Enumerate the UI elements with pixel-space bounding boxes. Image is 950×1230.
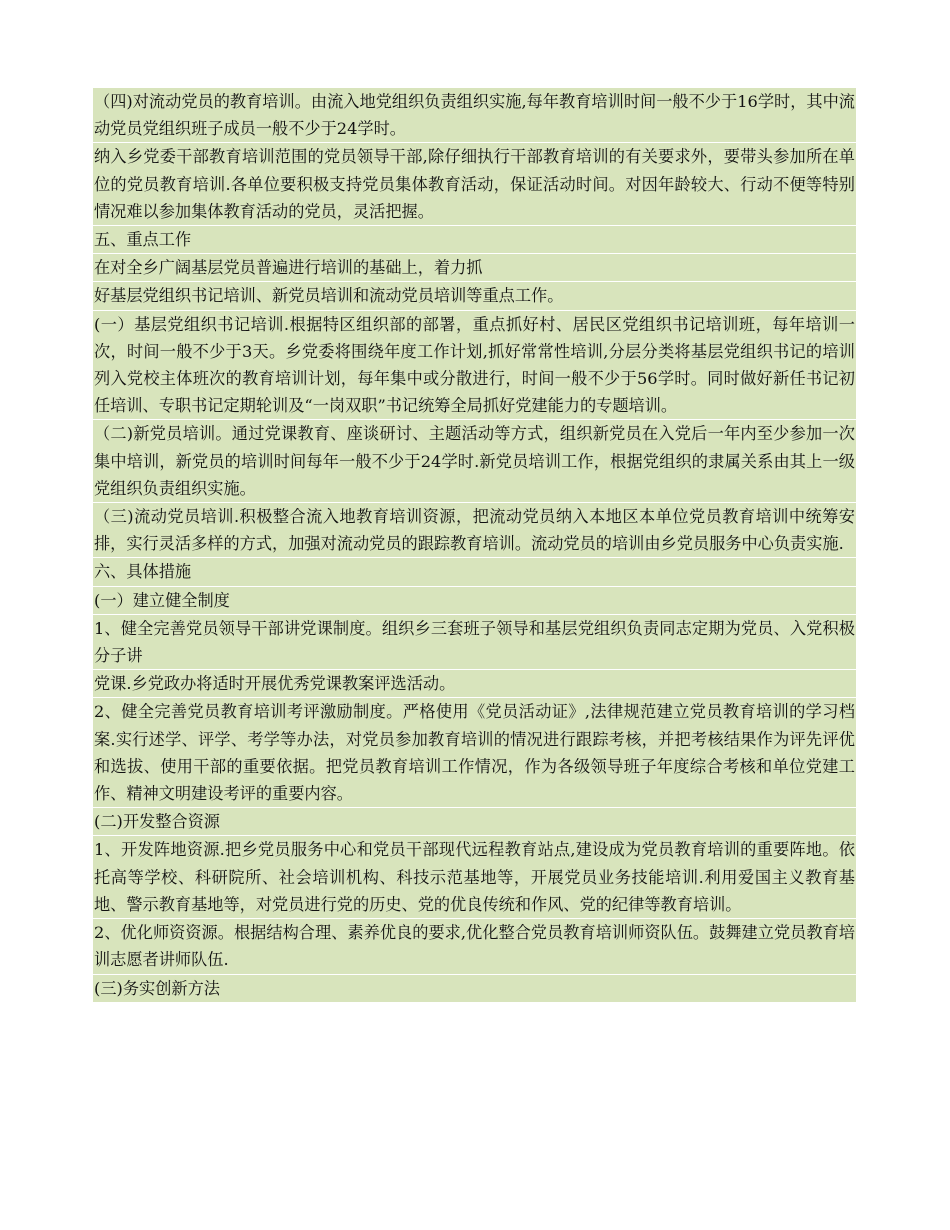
paragraph-lecture-system: 1、健全完善党员领导干部讲党课制度。组织乡三套班子领导和基层党组织负责同志定期为党员、入党积极分子讲 [93, 615, 856, 669]
paragraph-floating-member-training: （四)对流动党员的教育培训。由流入地党组织负责组织实施,每年教育培训时间一般不少于16学时，其中流动党员党组织班子成员一般不少于24学时。 [93, 88, 856, 142]
paragraph-venue-resources: 1、开发阵地资源.把乡党员服务中心和党员干部现代远程教育站点,建设成为党员教育培训的重要阵地。依托高等学校、科研院所、社会培训机构、科技示范基地等，开展党员业务技能培训.利用爱国主义教育基地、警示教育基地等，对党员进行党的历史、党的优良传统和作风、党的纪律等教育培训。 [93, 836, 856, 918]
section-heading-measures: 六、具体措施 [93, 558, 856, 585]
paragraph-floating-member-key: （三)流动党员培训.积极整合流入地教育培训资源，把流动党员纳入本地区本单位党员教育培训中统筹安排，实行灵活多样的方式，加强对流动党员的跟踪教育培训。流动党员的培训由乡党员服务中心负责实施. [93, 503, 856, 557]
subheading-resources: (二)开发整合资源 [93, 808, 856, 835]
paragraph-key-work-intro-cont: 好基层党组织书记培训、新党员培训和流动党员培训等重点工作。 [93, 282, 856, 309]
paragraph-evaluation-system: 2、健全完善党员教育培训考评激励制度。严格使用《党员活动证》,法律规范建立党员教育培训的学习档案.实行述学、评学、考学等办法，对党员参加教育培训的情况进行跟踪考核，并把考核结果作为评先评优和选拔、使用干部的重要依据。把党员教育培训工作情况，作为各级领导班子年度综合考核和单位党建工作、精神文明建设考评的重要内容。 [93, 698, 856, 807]
paragraph-key-work-intro: 在对全乡广阔基层党员普遍进行培训的基础上，着力抓 [93, 254, 856, 281]
paragraph-lecture-system-cont: 党课.乡党政办将适时开展优秀党课教案评选活动。 [93, 670, 856, 697]
paragraph-leader-training: 纳入乡党委干部教育培训范围的党员领导干部,除仔细执行干部教育培训的有关要求外，要带头参加所在单位的党员教育培训.各单位要积极支持党员集体教育活动，保证活动时间。对因年龄较大、行动不便等特别情况难以参加集体教育活动的党员，灵活把握。 [93, 143, 856, 225]
section-heading-key-work: 五、重点工作 [93, 226, 856, 253]
subheading-methods: (三)务实创新方法 [93, 975, 856, 1002]
paragraph-new-member-training: （二)新党员培训。通过党课教育、座谈研讨、主题活动等方式，组织新党员在入党后一年内至少参加一次集中培训，新党员的培训时间每年一般不少于24学时.新党员培训工作，根据党组织的隶属关系由其上一级党组织负责组织实施。 [93, 420, 856, 502]
paragraph-teacher-resources: 2、优化师资资源。根据结构合理、素养优良的要求,优化整合党员教育培训师资队伍。鼓舞建立党员教育培训志愿者讲师队伍. [93, 919, 856, 973]
document-body [93, 88, 856, 1003]
subheading-system: (一）建立健全制度 [93, 587, 856, 614]
paragraph-secretary-training: (一）基层党组织书记培训.根据特区组织部的部署，重点抓好村、居民区党组织书记培训班，每年培训一次，时间一般不少于3天。乡党委将围绕年度工作计划,抓好常常性培训,分层分类将基层党组织书记的培训列入党校主体班次的教育培训计划，每年集中或分散进行，时间一般不少于56学时。同时做好新任书记初任培训、专职书记定期轮训及“一岗双职”书记统筹全局抓好党建能力的专题培训。 [93, 311, 856, 420]
